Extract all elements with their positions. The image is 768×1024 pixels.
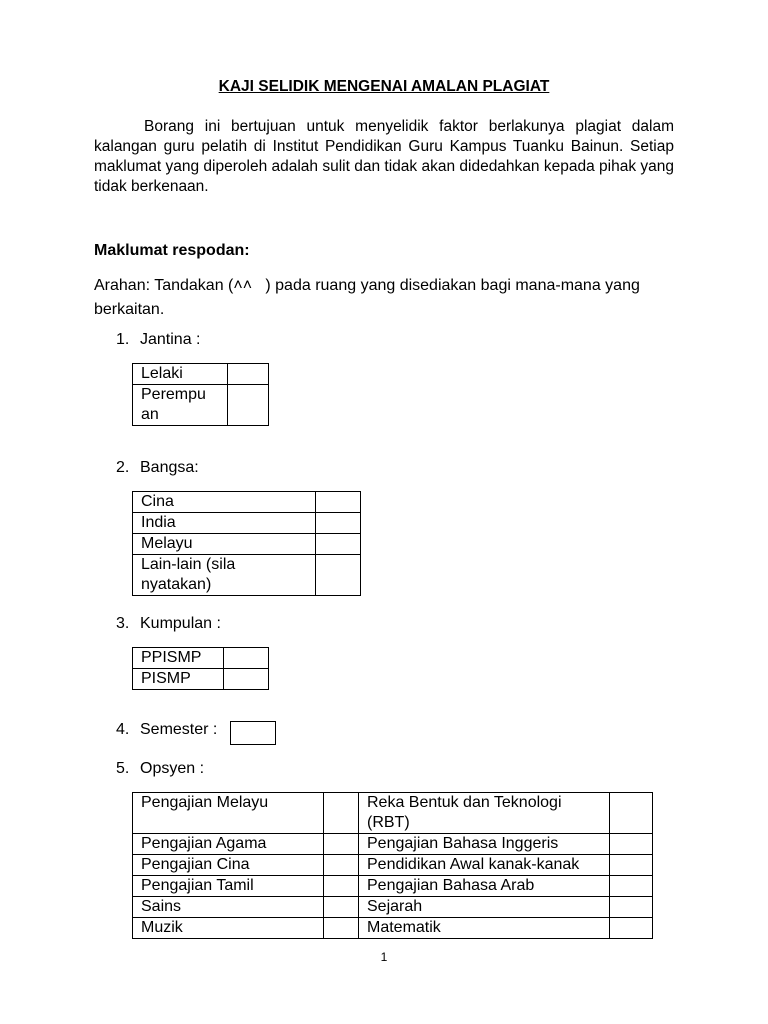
intro-paragraph: Borang ini bertujuan untuk menyelidik faktor berlakunya plagiat dalam kalangan guru pelatih di Institut Pendidikan Guru Kampus Tuanku Bainun. Setiap maklumat yang diperoleh adalah sulit dan tidak akan didedahkan kepada pihak yang tidak berkenaan. [94, 118, 674, 195]
gender-table [132, 363, 269, 426]
table-row [133, 897, 653, 918]
option-label: Pengajian Cina [133, 855, 324, 876]
option-label: Cina [133, 492, 316, 513]
checkbox-cell[interactable] [324, 834, 359, 855]
option-label: Sains [133, 897, 324, 918]
option-label: Muzik [133, 918, 324, 939]
question-label: Jantina : [140, 331, 201, 348]
checkbox-cell[interactable] [228, 364, 269, 385]
option-table [132, 792, 653, 939]
option-label: Matematik [359, 918, 610, 939]
race-table [132, 491, 361, 596]
option-label: Pengajian Tamil [133, 876, 324, 897]
table-row [133, 648, 269, 669]
option-label: Lelaki [133, 364, 228, 385]
question-number: 4. [116, 721, 130, 738]
checkbox-cell[interactable] [324, 918, 359, 939]
checkbox-cell[interactable] [610, 834, 653, 855]
group-table [132, 647, 269, 690]
semester-input-box[interactable] [230, 721, 276, 745]
table-row [133, 834, 653, 855]
question-1 [116, 331, 200, 349]
question-number: 5. [116, 760, 130, 777]
page-number: 1 [380, 950, 388, 964]
table-row [133, 793, 653, 834]
question-label: Semester : [140, 721, 218, 738]
checkbox-cell[interactable] [324, 855, 359, 876]
checkbox-cell[interactable] [324, 793, 359, 834]
question-5 [116, 760, 204, 778]
question-label: Kumpulan : [140, 615, 221, 632]
option-label: Pengajian Agama [133, 834, 324, 855]
checkbox-cell[interactable] [316, 534, 361, 555]
option-label: Pengajian Bahasa Arab [359, 876, 610, 897]
checkbox-cell[interactable] [610, 876, 653, 897]
checkbox-cell[interactable] [224, 669, 269, 690]
checkbox-cell[interactable] [228, 385, 269, 426]
option-label: PPISMP [133, 648, 224, 669]
table-row [133, 513, 361, 534]
checkbox-cell[interactable] [324, 897, 359, 918]
question-number: 3. [116, 615, 130, 632]
table-row [133, 492, 361, 513]
question-3 [116, 615, 221, 633]
table-row [133, 855, 653, 876]
option-label: Pengajian Melayu [133, 793, 324, 834]
option-label: PISMP [133, 669, 224, 690]
question-label: Opsyen : [140, 760, 205, 777]
option-label: Melayu [133, 534, 316, 555]
question-number: 2. [116, 459, 130, 476]
checkbox-cell[interactable] [316, 513, 361, 534]
table-row [133, 918, 653, 939]
option-label: Pendidikan Awal kanak-kanak [359, 855, 610, 876]
option-label: India [133, 513, 316, 534]
table-row [133, 534, 361, 555]
option-label: Perempu an [133, 385, 228, 426]
table-row [133, 876, 653, 897]
checkbox-cell[interactable] [610, 855, 653, 876]
option-label: Sejarah [359, 897, 610, 918]
question-label: Bangsa: [140, 459, 199, 476]
checkbox-cell[interactable] [324, 876, 359, 897]
table-row [133, 385, 269, 426]
question-number: 1. [116, 331, 130, 348]
table-row [133, 555, 361, 596]
question-4 [116, 721, 217, 739]
option-label: Pengajian Bahasa Inggeris [359, 834, 610, 855]
table-row [133, 364, 269, 385]
section-heading: Maklumat respodan: [94, 242, 250, 259]
checkbox-cell[interactable] [610, 918, 653, 939]
question-2 [116, 459, 199, 477]
option-label: Lain-lain (sila nyatakan) [133, 555, 316, 596]
checkbox-cell[interactable] [610, 793, 653, 834]
checkbox-cell[interactable] [316, 492, 361, 513]
checkbox-cell[interactable] [610, 897, 653, 918]
page-title: KAJI SELIDIK MENGENAI AMALAN PLAGIAT [218, 78, 550, 95]
option-label: Reka Bentuk dan Teknologi (RBT) [359, 793, 610, 834]
checkbox-cell[interactable] [316, 555, 361, 596]
instruction-text: Arahan: Tandakan (˄˄ ) pada ruang yang disediakan bagi mana-mana yang berkaitan. [94, 277, 640, 318]
checkbox-cell[interactable] [224, 648, 269, 669]
table-row [133, 669, 269, 690]
